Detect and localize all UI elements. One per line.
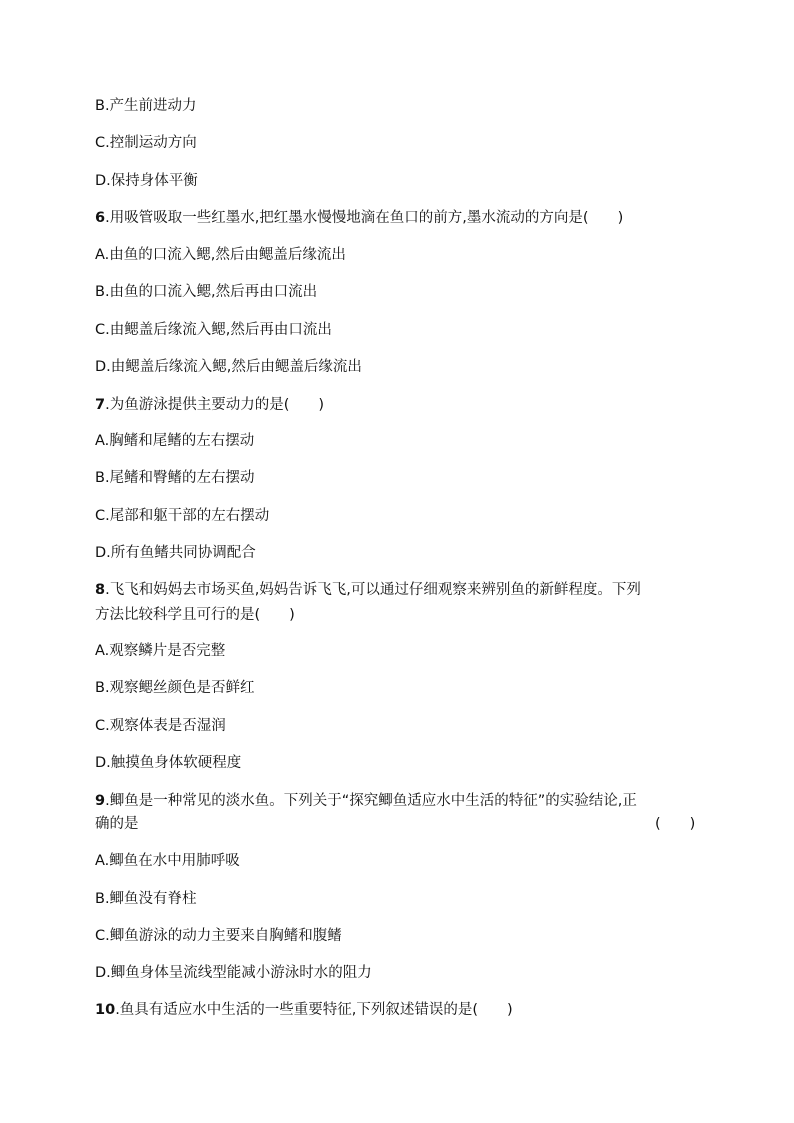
q9-stem-line1 <box>95 791 637 811</box>
q9-stem-text: .鲫鱼是一种常见的淡水鱼。下列关于“探究鲫鱼适应水中生活的特征”的实验结论,正 <box>105 793 637 809</box>
q9-answer-bracket: ( ) <box>655 816 696 832</box>
q6-option-c: C.由鳃盖后缘流入鳃,然后再由口流出 <box>95 322 332 338</box>
q8-option-c: C.观察体表是否湿润 <box>95 718 226 734</box>
q10-stem-text: .鱼具有适应水中生活的一些重要特征,下列叙述错误的是( ) <box>115 1002 513 1018</box>
q10-stem <box>95 1000 513 1020</box>
q8-stem-text: .飞飞和妈妈去市场买鱼,妈妈告诉飞飞,可以通过仔细观察来辨别鱼的新鲜程度。下列 <box>105 582 641 598</box>
q7-option-b: B.尾鳍和臀鳍的左右摆动 <box>95 470 255 486</box>
q8-option-b: B.观察鳃丝颜色是否鲜红 <box>95 680 255 696</box>
q6-option-b: B.由鱼的口流入鳃,然后再由口流出 <box>95 284 318 300</box>
q8-option-d: D.触摸鱼身体软硬程度 <box>95 755 242 771</box>
q6-stem-text: .用吸管吸取一些红墨水,把红墨水慢慢地滴在鱼口的前方,墨水流动的方向是( ) <box>105 210 624 226</box>
q8-stem-line1 <box>95 580 641 600</box>
q5-option-b: B.产生前进动力 <box>95 98 197 114</box>
q7-number: 7 <box>95 397 106 413</box>
q6-option-d: D.由鳃盖后缘流入鳃,然后由鳃盖后缘流出 <box>95 359 362 375</box>
q6-option-a: A.由鱼的口流入鳃,然后由鳃盖后缘流出 <box>95 247 346 263</box>
q5-option-c: C.控制运动方向 <box>95 135 197 151</box>
q6-stem <box>95 208 623 228</box>
q9-option-b: B.鲫鱼没有脊柱 <box>95 891 197 907</box>
q9-option-a: A.鲫鱼在水中用肺呼吸 <box>95 853 240 869</box>
q7-stem-text: .为鱼游泳提供主要动力的是( ) <box>105 397 325 413</box>
q5-option-d: D.保持身体平衡 <box>95 173 198 189</box>
q7-option-c: C.尾部和躯干部的左右摆动 <box>95 508 270 524</box>
q9-option-d: D.鲫鱼身体呈流线型能减小游泳时水的阻力 <box>95 965 372 981</box>
q10-number: 10 <box>95 1002 116 1018</box>
q7-stem <box>95 395 324 415</box>
q6-number: 6 <box>95 210 106 226</box>
q9-option-c: C.鲫鱼游泳的动力主要来自胸鳍和腹鳍 <box>95 928 342 944</box>
q7-option-a: A.胸鳍和尾鳍的左右摆动 <box>95 433 255 449</box>
q8-option-a: A.观察鳞片是否完整 <box>95 643 226 659</box>
q9-stem-line2: 确的是 <box>95 816 139 832</box>
q8-stem-line2: 方法比较科学且可行的是( ) <box>95 607 295 623</box>
q7-option-d: D.所有鱼鳍共同协调配合 <box>95 545 256 561</box>
q8-number: 8 <box>95 582 106 598</box>
q9-number: 9 <box>95 793 106 809</box>
